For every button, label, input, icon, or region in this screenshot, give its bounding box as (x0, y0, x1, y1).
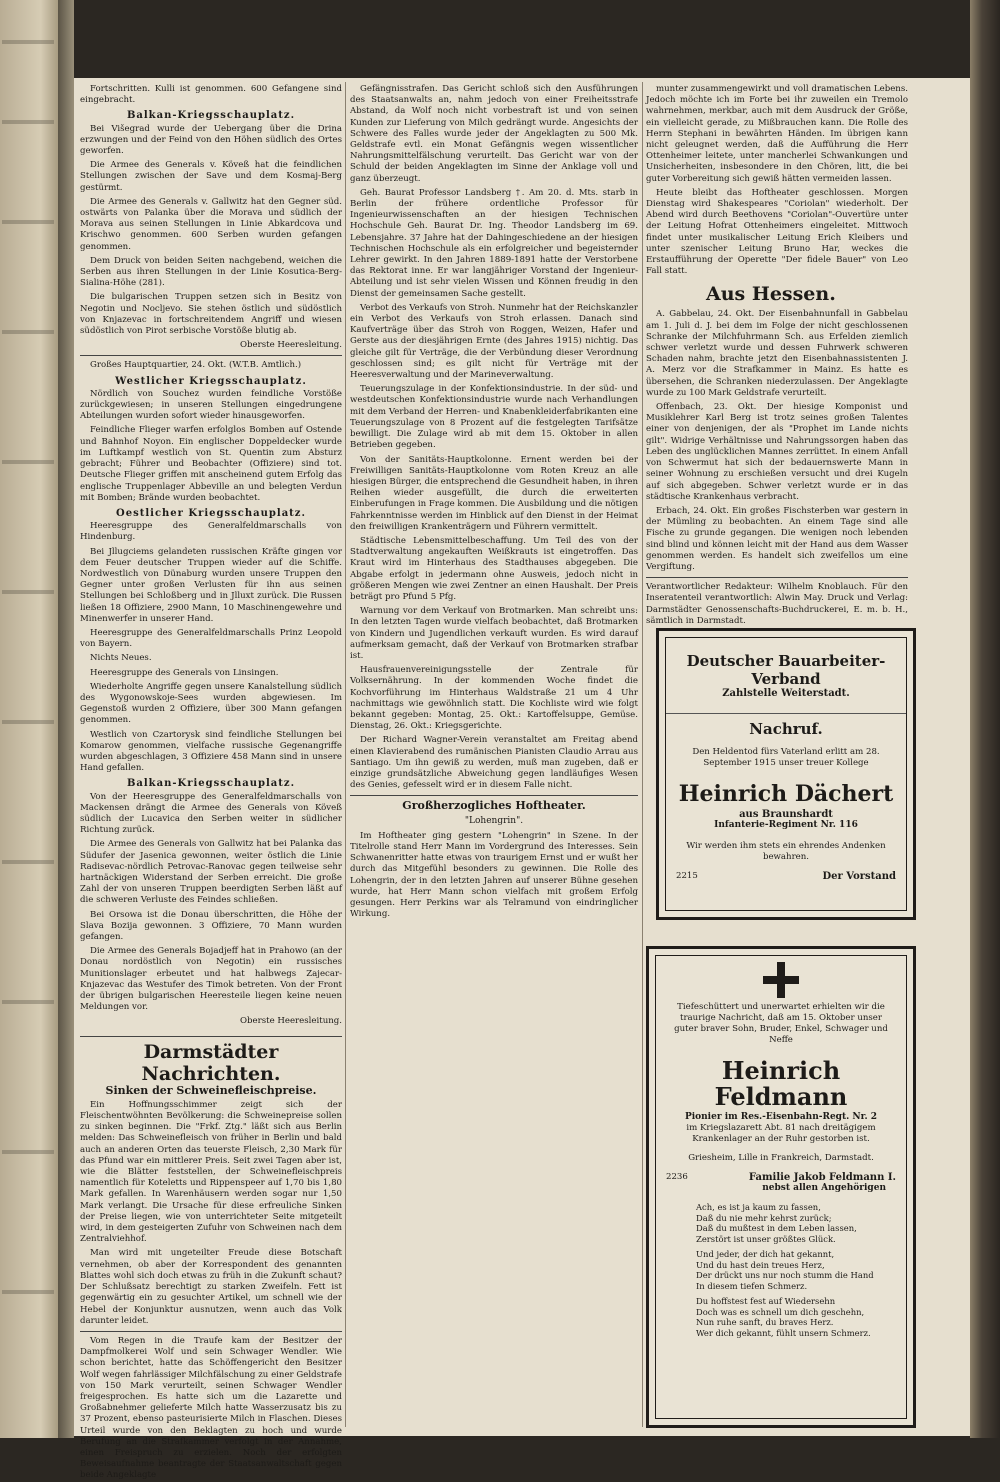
poem-line: Der drückt uns nur noch stumm die Hand (696, 1270, 874, 1280)
union-subtitle: Zahlstelle Weiterstadt. (722, 688, 850, 699)
obituary-ad-feldmann (646, 946, 916, 1428)
paragraph: Heute bleibt das Hoftheater geschlossen. Morgen Dienstag wird Shakespeares "Coriolan" wiederholt. Der Abend wird durch Beethovens "Coriolan"-Ouvertüre unter der Leitung Hofrat Ottenheimers eingeleitet. Mittwoch findet unter musikalischer Leitung Erich Kleibers und unter szenischer Leitung Bruno Har, weckes die Erstaufführung der Operette "Der fidele Bauer" von Leo Fall statt. (646, 187, 908, 277)
ad-number: 2236 (666, 1172, 688, 1182)
poem-line: Daß du mußtest in dem Leben lassen, (696, 1223, 857, 1233)
paragraph: Erbach, 24. Okt. Ein großes Fischsterben war gestern in der Mümling zu beobachten. An einem Tage sind alle Fische zu grunde gegangen. Die wenigen noch lebenden sind blind und können leicht mit der Hand aus dem Wasser genommen werden. Es handelt sich zweifellos um eine Vergiftung. (646, 505, 908, 572)
section-heading: Balkan-Kriegsschauplatz. (126, 110, 296, 122)
hessen-heading: Aus Hessen. (706, 283, 836, 306)
ad-closing: Wir werden ihm stets ein ehrendes Andenken bewahren. (686, 841, 886, 862)
column-rule (345, 82, 346, 1427)
poem-line: Und du hast dein treues Herz, (696, 1259, 825, 1270)
paragraph: Ein Hoffnungsschimmer zeigt sich der Fleischentwöhnten Bevölkerung: die Schweinepreise sollen zu sinken beginnen. Die "Frkf. Ztg." läßt sich aus Berlin melden: Das Schweinefleisch von früher in Berlin und bald auch an anderen Orten das teuerste Fleisch, 2,30 Mark für das Pfund war ein mittlerer Preis. Seit zwei Tagen aber ist, wie die Blätter feststellen, der Schweinefleischpreis namentlich für Koteletts und Rippenspeer auf 1,70 bis 1,80 Mark gefallen. In Warenhäusern werden sogar nur 1,50 Mark verlangt. Die Ursache für diese erfreuliche Sinken der Preise liegen, wie von unterrichteter Seite mitgeteilt wird, in dem gesteigerten Zufuhr von Schweinen nach dem Zentralviehhof. (80, 1099, 342, 1245)
paragraph: Geh. Baurat Professor Landsberg †. Am 20. d. Mts. starb in Berlin der frühere ordentliche Professor für Ingenieurwissenschaften an der hiesigen Technischen Hochschule Geh. Baurat Dr. Ing. Theodor Landsberg im 69. Lebensjahre. 37 Jahre hat der Dahingeschiedene an der hiesigen Technischen Hochschule als ein erfolgreicher und begeisternder Lehrer gewirkt. In den Jahren 1889-1891 hatte der Verstorbene das Rektorat inne. Er war langjähriger Vorstand der Ingenieur-Abteilung und ist sehr vielen Wissen und Können freudig in den Dienst der gemeinsamen Sache gestellt. (350, 187, 638, 299)
poem-line: In diesem tiefen Schmerz. (696, 1280, 808, 1291)
paragraph: Gefängnisstrafen. Das Gericht schloß sich den Ausführungen des Staatsanwalts an, nahm jedoch von einer Freiheitsstrafe Abstand, da Wolf noch nicht vorbestraft ist und von seinen Kunden zur Lieferung von Milch gedrängt wurde. Angesichts der Schwere des Falles wurde jeder der Angeklagten zu 500 Mk. Geldstrafe evtl. ein Monat Gefängnis wegen wissentlicher Nahrungsmittelfälschung verurteilt. Das Gericht war von der Schuld der beiden Angeklagten im Sinne der Anklage voll und ganz überzeugt. (350, 84, 638, 184)
paragraph: munter zusammengewirkt und voll dramatischen Lebens. Jedoch möchte ich im Forte bei ihr zuweilen ein Tremolo wahrnehmen, merkbar, auch mit dem Ausdruck der Größe, ein vielleicht gerade, zu Mißbrauchen kann. Die Rolle des Herrn Stephani in bewährten Händen. Im übrigen kann nicht geleugnet werden, daß die Aufführung die Herr Ottenheimer leitete, unter mancherlei Schwankungen und Unsicherheiten, insbesondere in den Chören, litt, die bei guter Vorbereitung sich gewiß hätten vermeiden lassen. (646, 84, 908, 184)
paragraph: Westlich von Czartorysk sind feindliche Stellungen bei Komarow genommen, vielfache russische Gegenangriffe wurden abgeschlagen, 3 Offiziere 458 Mann sind in unsere Hand gefallen. (80, 729, 342, 774)
section-heading: Balkan-Kriegsschauplatz. (126, 778, 296, 790)
book-spine (970, 0, 1000, 1438)
ad-detail: im Kriegslazarett Abt. 81 nach dreitägigem Krankenlager an der Ruhr gestorben ist. (686, 1123, 876, 1144)
section-heading: Oestlicher Kriegsschauplatz. (116, 507, 306, 519)
paragraph: Teuerungszulage in der Konfektionsindustrie. In der süd- und westdeutschen Konfektionsindustrie wurde nach Verhandlungen mit dem Verband der Herren- und Knabenkleiderfabrikanten eine Teuerungszulage von 8 Prozent auf die festgelegten Tarifsätze bewilligt. Die Zulage wird ab mit dem 15. Oktober in allen Betrieben gegeben. (350, 384, 638, 451)
poem-line: Zerstört ist unser größtes Glück. (696, 1233, 836, 1244)
dateline: Großes Hauptquartier, 24. Okt. (W.T.B. Amtlich.) (90, 360, 302, 371)
nachruf-heading: Nachruf. (666, 713, 906, 735)
imprint: Verantwortlicher Redakteur: Wilhelm Knoblauch. Für den Inseratenteil verantwortlich: Alwin May. Druck und Verlag: Darmstädter Genossenschafts-Buchdruckerei, E. m. b. H., sämtlich in Darmstadt. (646, 582, 908, 626)
paragraph: Offenbach, 23. Okt. Der hiesige Komponist und Musiklehrer Karl Berg ist trotz seines großen Talentes einer von denjenigen, der als "Prophet im Lande nichts gilt". Widrige Verhältnisse und Nahrungssorgen haben das Leben des unglücklichen Mannes zerrüttet. In einem Anfall von Schwermut hat sich der bedauernswerte Mann in seiner Wohnung zu erschießen versucht und drei Kugeln auf sich abgegeben. Schwer verletzt wurde er in das städtische Krankenhaus verbracht. (646, 402, 908, 502)
poem-line: Daß du nie mehr kehrst zurück; (696, 1212, 832, 1223)
obituary-ad-daechert (656, 628, 916, 920)
paragraph: Dem Druck von beiden Seiten nachgebend, weichen die Serben aus ihren Stellungen in der Linie Kosutica-Berg-Sialina-Höhe (281). (80, 255, 342, 289)
paragraph: Von der Heeresgruppe des Generalfeldmarschalls von Mackensen drängt die Armee des Generals von Köveß südlich der Lucavica den Serben weiter in südlicher Richtung zurück. (80, 791, 342, 836)
intro-text: Fortschritten. Kulli ist genommen. 600 Gefangene sind eingebracht. (80, 84, 342, 106)
column-3 (646, 84, 908, 624)
union-title: Deutscher Bauarbeiter-Verband (686, 652, 886, 688)
newspaper-page (74, 78, 970, 1481)
deceased-unit: Pionier im Res.-Eisenbahn-Regt. Nr. 2 (684, 1112, 878, 1122)
paragraph: Nördlich von Souchez wurden feindliche Vorstöße zurückgewiesen; in unseren Stellungen eingedrungene Abteilungen wurden sofort wieder hinausgeworfen. (80, 388, 342, 422)
column-1 (80, 84, 342, 1481)
section-heading: Westlicher Kriegsschauplatz. (115, 375, 307, 387)
theater-subheading: "Lohengrin". (464, 815, 524, 826)
paragraph: Warnung vor dem Verkauf von Brotmarken. Man schreibt uns: In den letzten Tagen wurde vielfach beobachtet, daß Brotmarken von Kindern und Jugendlichen verkauft wurden. Es wird darauf aufmerksam gemacht, daß der Verkauf von Brotmarken strafbar ist. (350, 606, 638, 661)
binding-gutter (58, 0, 74, 1438)
paragraph: Bei Orsowa ist die Donau überschritten, die Höhe der Slava Bozija gewonnen. 3 Offiziere, 70 Mann wurden gefangen. (80, 909, 342, 943)
family-name: Familie Jakob Feldmann I. (748, 1172, 896, 1183)
paragraph: Die Armee des Generals Bojadjeff hat in Prahowo (an der Donau nordöstlich von Negotin) ein russisches Munitionslager erbeutet und hat halbwegs Zajecar-Knjazevac das Westufer des Timok betreten. Von der Front der übrigen bulgarischen Heeresteile liegen keine neuen Meldungen vor. (80, 946, 342, 1013)
paragraph: Städtische Lebensmittelbeschaffung. Um Teil des von der Stadtverwaltung angekauften Weißkrauts ist eingetroffen. Das Kraut wird im Hinterhaus des Stadthauses abgegeben. Die Abgabe erfolgt in jedermann ohne Ausweis, jedoch nicht in größeren Mengen wie zwei Zentner an einen Haushalt. Der Preis beträgt pro Pfund 5 Pfg. (350, 535, 638, 602)
iron-cross-icon (763, 962, 799, 998)
column-2 (350, 84, 638, 1434)
paragraph: Die Armee des Generals v. Köveß hat die feindlichen Stellungen zwischen der Save und dem Kosmaj-Berg gestürmt. (80, 160, 342, 193)
poem-line: Ach, es ist ja kaum zu fassen, (696, 1202, 821, 1212)
paragraph: Man wird mit ungeteilter Freude diese Botschaft vernehmen, ob aber der Korrespondent des genannten Blattes wohl sich doch etwas zu früh in die Zukunft schaut? Der Schlußsatz berechtigt zu starken Zweifeln. Fett ist gegenwärtig ein zu gesuchter Artikel, um schnell wie der Hebel der Konjunktur ausnutzen, wenn auch das Volk darunter leidet. (80, 1248, 342, 1326)
family-name-2: nebst allen Angehörigen (762, 1183, 886, 1193)
darmstadt-news-heading: Darmstädter Nachrichten. (80, 1036, 342, 1085)
ad-signature: Der Vorstand (822, 871, 896, 882)
memorial-poem (656, 1202, 906, 1338)
deceased-regiment: Infanterie-Regiment Nr. 116 (714, 820, 858, 830)
paragraph: Bei Višegrad wurde der Uebergang über die Drina erzwungen und der Feind von den Höhen südlich des Ortes geworfen. (80, 123, 342, 157)
theater-heading: Großherzogliches Hoftheater. (402, 799, 586, 813)
paragraph: Die Armee des Generals von Gallwitz hat bei Palanka das Südufer der Jasenica gewonnen, weiter östlich die Linie Radisevac-nördlich Petrovac-Ranovac gegen teilweise sehr hartnäckigen Widerstand der Serben erreicht. Die große Zahl der von unseren Truppen beerdigten Serben läßt auf die schweren Verluste des Feindes schließen. (80, 839, 342, 906)
paragraph: A. Gabbelau, 24. Okt. Der Eisenbahnunfall in Gabbelau am 1. Juli d. J. bei dem im Folge der nicht geschlossenen Schranke der Milchfuhrmann Sch. aus Erfelden ziemlich schwer verletzt wurde und dessen Fuhrwerk schweren Schaden nahm, brachte jetzt den Eisenbahnassistenten J. A. Merz vor die Strafkammer in Mainz. Es hatte es übersehen, die Schranken niederzulassen. Der Angeklagte wurde zu 100 Mark Geldstrafe verurteilt. (646, 309, 908, 398)
paragraph: Der Richard Wagner-Verein veranstaltet am Freitag abend einen Klavierabend des rumänischen Pianisten Claudio Arrau aus Santiago. Um ihn gewiß zu werden, muß man zugeben, daß er einzige grundsätzliche Abweichung gegen landläufiges Wesen des Genies, gefesselt wird er in diesem Falle nicht. (350, 735, 638, 791)
paragraph: Feindliche Flieger warfen erfolglos Bomben auf Ostende und Bahnhof Noyon. Ein englischer Doppeldecker wurde im Luftkampf westlich von St. Quentin zum Absturz gebracht; Führer und Beobachter (Offiziere) sind tot. Deutsche Flieger griffen mit anscheinend gutem Erfolg das englische Truppenlager Abbeville an und belegten Verdun mit Bomben; Brände wurden beobachtet. (80, 425, 342, 503)
poem-line: Und jeder, der dich hat gekannt, (696, 1249, 835, 1259)
paragraph: Vom Regen in die Traufe kam der Besitzer der Dampfmolkerei Wolf und sein Schwager Wendler. Wie schon berichtet, hatte das Schöffengericht den Besitzer Wolf wegen fahrlässiger Milchfälschung zu einer Geldstrafe von 150 Mark verurteilt, seinen Schwager Wendler freigesprochen. Es hatte sich um die Lazarette und Großabnehmer gelieferte Milch hatte Wasserzusatz bis zu 37 Prozent, ebenso pasteurisierte Milch in Flaschen. Dieses Urteil wurde von den Beklagten zu hoch und wurde Berufung an die Strafkammer verfolgt in der Annahme, einen Freispruch zu erzielen. Noch der erfolgten Beweisaufnahme beantragte der Staatsanwaltschaft gegen beide Angeklagte (80, 1335, 342, 1481)
deceased-name: Heinrich Feldmann (714, 1056, 848, 1111)
signature: Oberste Heeresleitung. (239, 340, 342, 351)
paragraph: Die bulgarischen Truppen setzen sich in Besitz von Negotin und Nocljevo. Sie stehen östlich und südöstlich von Knjazevac in fortschreitendem Angriff und wiesen südöstlich von Pirot serbische Vorstöße blutig ab. (80, 292, 342, 337)
deceased-name: Heinrich Dächert (678, 781, 894, 807)
paragraph: Hausfrauenvereinigungsstelle der Zentrale für Volksernährung. In der kommenden Woche findet die Kochvorführung im Hinterhaus Waldstraße 21 um 4 Uhr nachmittags wie gewöhnlich statt. Die Kochliste wird wie folgt bekannt gegeben: Montag, 25. Okt.: Kartoffelsuppe, Gemüse. Dienstag, 26. Okt.: Kriegsgerichte. (350, 665, 638, 732)
ad-place: Griesheim, Lille in Frankreich, Darmstadt. (688, 1153, 874, 1163)
poem-line: Du hoffstest fest auf Wiedersehn (696, 1296, 836, 1306)
ad-text: Den Heldentod fürs Vaterland erlitt am 28. September 1915 unser treuer Kollege (692, 747, 880, 768)
group-heading: Heeresgruppe des Generalfeldmarschalls Prinz Leopold von Bayern. (80, 627, 342, 650)
column-rule (642, 82, 643, 1427)
ad-number: 2215 (676, 871, 698, 881)
poem-line: Nun ruhe sanft, du braves Herz. (696, 1317, 834, 1327)
paragraph: Die Armee des Generals v. Gallwitz hat den Gegner süd. ostwärts von Palanka über die Morava und südlich der Morava aus seinen Stellungen in Linie Abkardcova und Krischwo genommen. 600 Serben wurden gefangen genommen. (80, 196, 342, 252)
paragraph: Verbot des Verkaufs von Stroh. Nunmehr hat der Reichskanzler ein Verbot des Verkaufs von Stroh erlassen. Danach sind Kaufverträge über das Stroh von Roggen, Weizen, Hafer und Gerste aus der diesjährigen Ernte (des Jahres 1915) nichtig. Das gleiche gilt für Verträge, die der Verbündung dieser Verordnung geschlossen sind; es gilt nicht für Verträge mit der Heeresverwaltung und der Marineverwaltung. (350, 302, 638, 381)
paragraph: Im Hoftheater ging gestern "Lohengrin" in Szene. In der Titelrolle stand Herr Mann im Vordergrund des Interesses. Sein Schwanenritter hatte etwas von traurigem Ernst und er wußt her durch das Mitgefühl besonders zu gewinnen. Die Rolle des Lohengrin, der in den letzten Jahren auf unserer Bühne gesehen wurde, hat Herr Mann schon vielfach mit großem Erfolg gesungen. Herr Perkins war als Telramund von eindringlicher Wirkung. (350, 830, 638, 920)
article-subheading: Sinken der Schweinefleischpreise. (105, 1083, 317, 1097)
paragraph: Wiederholte Angriffe gegen unsere Kanalstellung südlich des Wygonowskoje-Sees wurden abgewiesen. Im Gegenstoß wurden 2 Offiziere, über 300 Mann gefangen genommen. (80, 681, 342, 726)
signature: Oberste Heeresleitung. (239, 1016, 342, 1027)
group-heading: Heeresgruppe des Generals von Linsingen. (90, 667, 279, 678)
group-heading: Heeresgruppe des Generalfeldmarschalls von Hindenburg. (80, 521, 342, 543)
paragraph: Bei Jllugciems gelandeten russischen Kräfte gingen vor dem Feuer deutscher Truppen wieder auf die Schiffe. Nordwestlich von Dünaburg wurden unsere Truppen den Gegner unter großen Verlusten für ihn aus seinen Stellungen bei Schloßberg und in Jlluxt zurück. Die Russen ließen 18 Offiziere, 2900 Mann, 10 Maschinengewehre und Minenwerfer in unserer Hand. (80, 546, 342, 624)
ad-text: Tiefeschüttert und unerwartet erhielten wir die traurige Nachricht, daß am 15. Oktober unser guter braver Sohn, Bruder, Enkel, Schwager und Neffe (674, 1002, 888, 1045)
paragraph: Von der Sanitäts-Hauptkolonne. Ernent werden bei der Freiwilligen Sanitäts-Hauptkolonne vom Roten Kreuz an alle hiesigen Bürger, die entsprechend die Gesundheit haben, in ihren Reihen wieder ausgefüllt, die durch die erweiterten Einberufungen in Frage kommen. Die Ausbildung und die nötigen Fahrkenntnisse werden im Hinblick auf den Dienst in der Heimat den freiwilligen Krankenträgern und Führern vermittelt. (350, 454, 638, 532)
paragraph: Nichts Neues. (90, 653, 152, 664)
poem-line: Doch was es schnell um dich geschehn, (696, 1306, 865, 1317)
poem-line: Wer dich gekannt, fühlt unsern Schmerz. (696, 1327, 871, 1338)
deceased-place: aus Braunshardt (739, 809, 833, 820)
adjacent-page-edge (0, 0, 58, 1438)
